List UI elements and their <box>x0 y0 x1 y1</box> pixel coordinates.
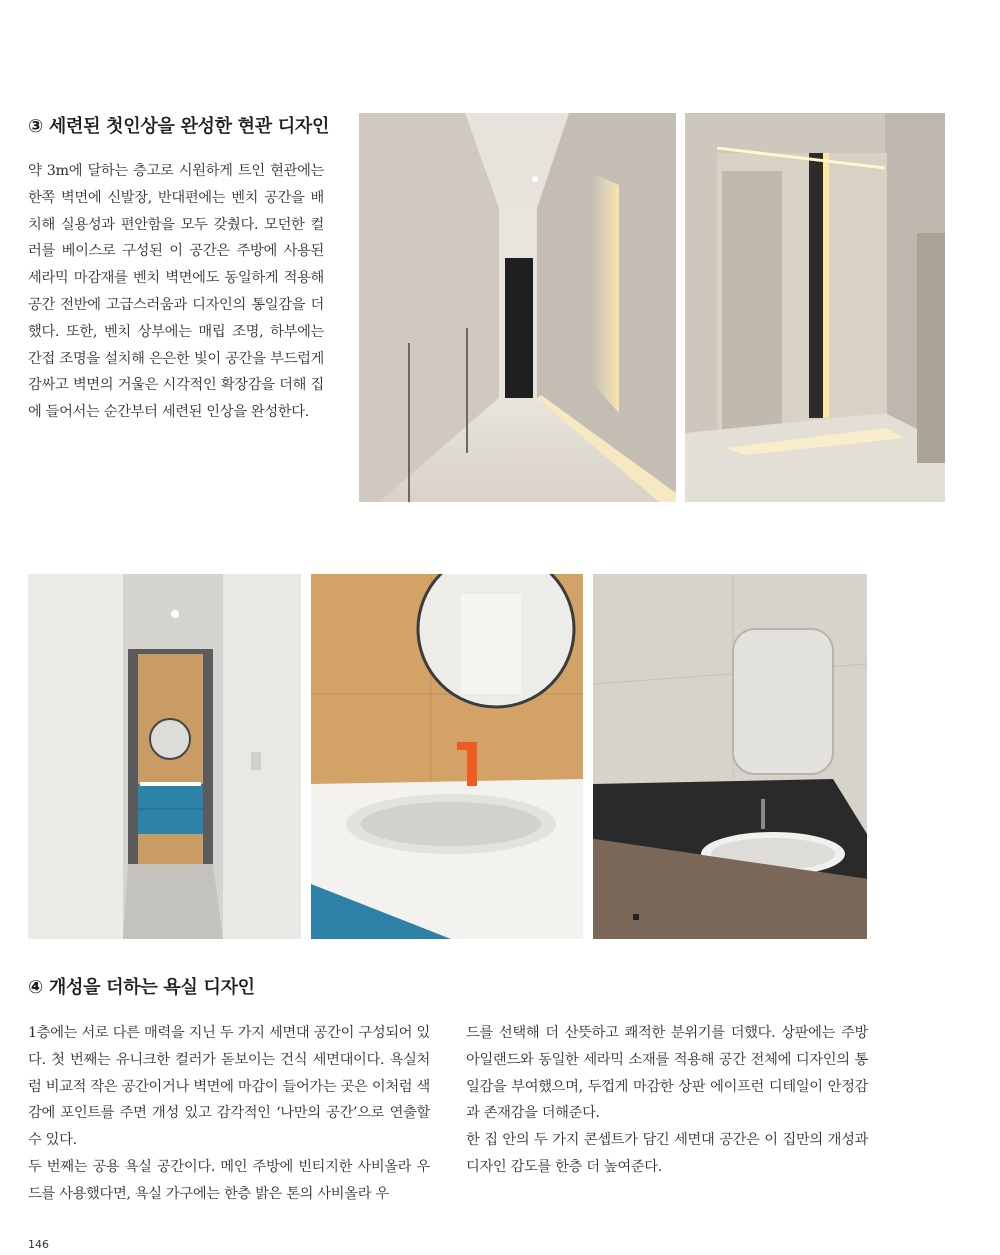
section3-heading: ③ 세련된 첫인상을 완성한 현관 디자인 <box>28 116 330 137</box>
section4-right-paragraph-2: 한 집 안의 두 가지 콘셉트가 담긴 세면대 공간은 이 집만의 개성과 디자인 감도를 한층 더 높여준다. <box>466 1132 868 1175</box>
entrance-bench-photo <box>685 113 945 502</box>
section3-paragraph-text: 약 3m에 달하는 층고로 시원하게 트인 현관에는 한쪽 벽면에 신발장, 반대편에는 벤치 공간을 배치해 실용성과 편안함을 모두 갖췄다. 모던한 컬러를 베이스로 구성된 이 공간은 주방에 사용된 세라믹 마감재를 벤치 벽면에도 동일하게 적용해 공간 전반에 고급스러움과 디자인의 통일감을 더했다. 또한, 벤치 상부에는 매립 조명, 하부에는 간접 조명을 설치해 은은한 빛이 공간을 부드럽게 감싸고 벽면의 거울은 시각적인 확장감을 더해 집에 들어서는 순간부터 세련된 인상을 완성한다. <box>28 163 324 421</box>
section4-column-left <box>28 1020 430 1208</box>
page-number: 146 <box>28 1238 49 1251</box>
entrance-hallway-photo <box>359 113 676 502</box>
section4-heading: ④ 개성을 더하는 욕실 디자인 <box>28 977 255 998</box>
dry-vanity-corridor-photo <box>28 574 301 939</box>
section4-column-right <box>466 1020 868 1181</box>
section4-left-paragraph-2: 두 번째는 공용 욕실 공간이다. 메인 주방에 빈티지한 사비올라 우드를 사용했다면, 욕실 가구에는 한층 밝은 톤의 사비올라 우 <box>28 1158 430 1202</box>
section3-paragraph <box>28 158 324 426</box>
section4-right-paragraph-1: 드를 선택해 더 산뜻하고 쾌적한 분위기를 더했다. 상판에는 주방 아일랜드와 동일한 세라믹 소재를 적용해 공간 전체에 디자인의 통일감을 부여했으며, 두껍게 마감한 상판 에이프런 디테일이 안정감과 존재감을 더해준다. <box>466 1025 868 1122</box>
section4-left-paragraph-1: 1층에는 서로 다른 매력을 지닌 두 가지 세면대 공간이 구성되어 있다. 첫 번째는 유니크한 컬러가 돋보이는 건식 세면대이다. 욕실처럼 비교적 작은 공간이거나 벽면에 마감이 들어가는 곳은 이처럼 색감에 포인트를 주면 개성 있고 감각적인 ‘나만의 공간’으로 연출할 수 있다. <box>28 1025 430 1149</box>
shared-bathroom-vanity-photo <box>593 574 867 939</box>
orange-faucet-basin-photo <box>311 574 583 939</box>
